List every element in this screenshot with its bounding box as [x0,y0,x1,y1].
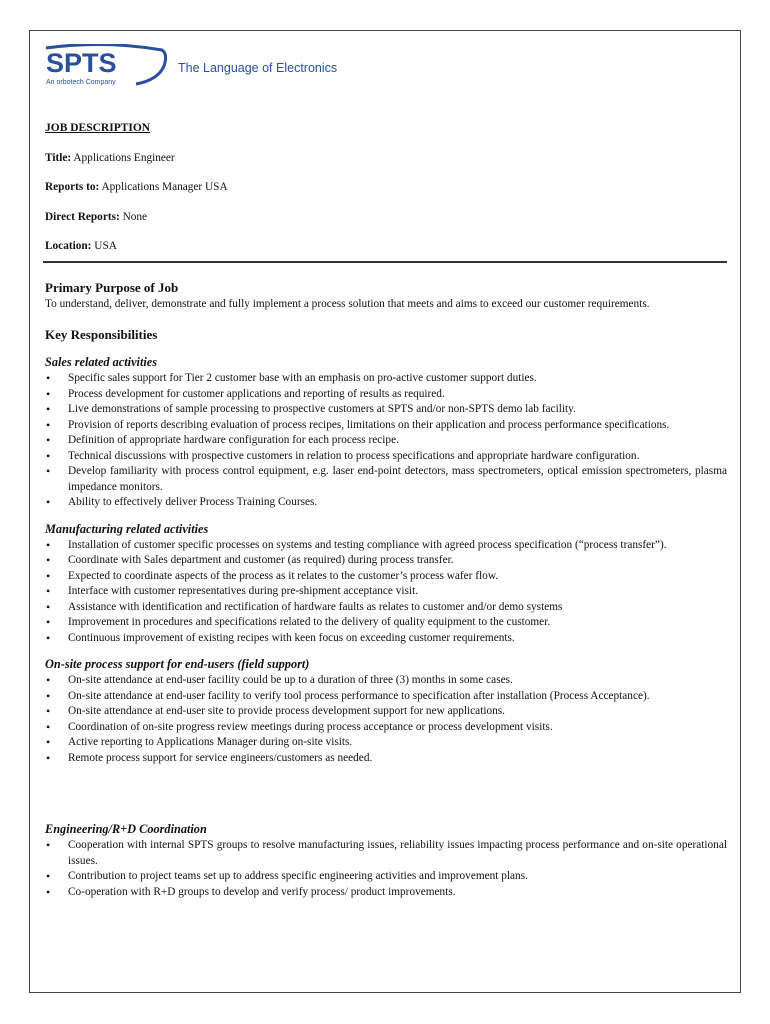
document-body [45,121,727,900]
reports-to-row [45,180,727,196]
manufacturing-activities-list [45,538,727,647]
list-item: • Expected to coordinate aspects of the process as it relates to the customer’s process wafer flow. [45,569,727,585]
engineering-coordination-heading: Engineering/R+D Coordination [45,822,207,836]
field-support-list [45,673,727,766]
list-item: • On-site attendance at end-user facility to verify tool process performance to specification after installation (Process Acceptance). [45,689,727,705]
manufacturing-activities-heading: Manufacturing related activities [45,521,209,536]
job-title-label: Title: [45,151,72,164]
sales-activities-heading: Sales related activities [45,355,158,369]
job-title-row [45,151,727,167]
reports-to-value: Applications Manager USA [101,181,228,193]
list-item: • Installation of customer specific processes on systems and testing compliance with agreed process specification (“process transfer”). [45,538,727,554]
engineering-coordination-list [45,838,727,900]
list-item: • Assistance with identification and rectification of hardware faults as relates to customer and/or demo systems [45,600,727,616]
location-label: Location: [45,240,92,252]
vertical-spacer [45,766,727,811]
list-item: • Provision of reports describing evaluation of process recipes, limitations on their application and process performance specifications. [45,418,727,434]
section-divider [43,261,727,263]
document-heading: JOB DESCRIPTION [45,122,151,134]
direct-reports-label: Direct Reports: [45,210,120,223]
list-item: • Cooperation with internal SPTS groups to resolve manufacturing issues, reliability issues impacting process performance and on-site operational issues. [45,838,727,869]
list-item: • Active reporting to Applications Manager during on-site visits. [45,735,727,751]
direct-reports-value: None [122,210,148,223]
list-item: • Specific sales support for Tier 2 customer base with an emphasis on pro-active customer support duties. [45,371,727,387]
list-item: • Continuous improvement of existing recipes with keen focus on exceeding customer requirements. [45,631,727,647]
location-row [45,239,727,255]
company-tagline: The Language of Electronics [178,61,338,75]
list-item: • Coordinate with Sales department and customer (as required) during process transfer. [45,553,727,569]
direct-reports-row [45,210,727,226]
svg-text:SPTS: SPTS [46,48,117,78]
svg-text:An orbotech Company: An orbotech Company [46,79,116,86]
job-title-value: Applications Engineer [73,151,175,164]
list-item: • Live demonstrations of sample processing to prospective customers at SPTS and/or non-SPTS demo lab facility. [45,402,727,418]
reports-to-label: Reports to: [45,181,100,193]
purpose-heading: Primary Purpose of Job [45,279,179,295]
list-item: • On-site attendance at end-user facility could be up to a duration of three (3) months in some cases. [45,673,727,689]
sales-activities-list [45,371,727,511]
list-item: • Definition of appropriate hardware configuration for each process recipe. [45,433,727,449]
list-item: • Coordination of on-site progress review meetings during process acceptance or process development visits. [45,720,727,736]
spts-logo [44,44,174,94]
field-support-heading: On-site process support for end-users (field support) [45,657,310,671]
list-item: • Remote process support for service engineers/customers as needed. [45,751,727,767]
location-value: USA [94,240,117,252]
list-item: • Process development for customer applications and reporting of results as required. [45,387,727,403]
list-item: • On-site attendance at end-user site to provide process development support for new applications. [45,704,727,720]
list-item: • Develop familiarity with process control equipment, e.g. laser end-point detectors, mass spectrometers, optical emission spectrometers, plasma impedance monitors. [45,464,727,495]
list-item: • Contribution to project teams set up to address specific engineering activities and improvement plans. [45,869,727,885]
list-item: • Technical discussions with prospective customers in relation to process specifications and appropriate hardware configuration. [45,449,727,465]
list-item: • Improvement in procedures and specifications related to the delivery of quality equipment to the customer. [45,615,727,631]
responsibilities-heading: Key Responsibilities [45,327,158,342]
list-item: • Co-operation with R+D groups to develop and verify process/ product improvements. [45,885,727,901]
purpose-text: To understand, deliver, demonstrate and fully implement a process solution that meets and aims to exceed our customer requirements. [45,297,650,310]
list-item: • Interface with customer representatives during pre-shipment acceptance visit. [45,584,727,600]
list-item: • Ability to effectively deliver Process Training Courses. [45,495,727,511]
